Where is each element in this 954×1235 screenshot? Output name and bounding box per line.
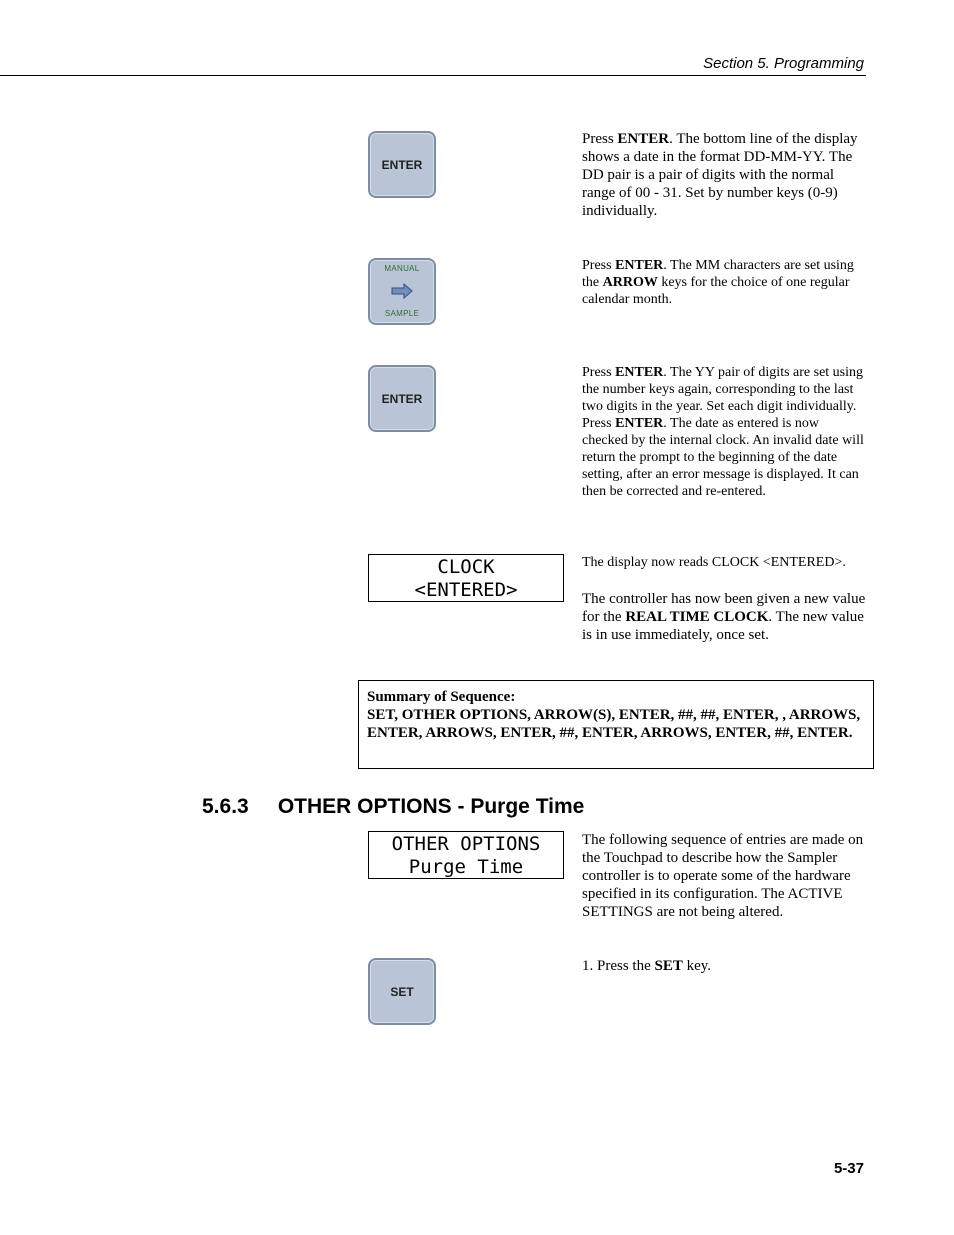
step-1-description: Press ENTER. The bottom line of the display shows a date in the format DD-MM-YY. The DD pair is a pair of digits with the normal range of 00 - 31. Set by number keys (0-9) individually. xyxy=(582,131,858,219)
clock-entered-display xyxy=(368,554,564,602)
display-line-2: <ENTERED> xyxy=(414,579,518,601)
display-line-1: CLOCK xyxy=(437,556,495,578)
display-line-1: OTHER OPTIONS xyxy=(391,833,541,855)
sample-label: SAMPLE xyxy=(384,309,420,318)
set-key-label: SET xyxy=(390,984,414,999)
section-heading xyxy=(202,795,584,819)
manual-label: MANUAL xyxy=(384,264,420,273)
enter-key xyxy=(368,131,436,198)
header-divider xyxy=(0,75,866,76)
summary-of-sequence-box xyxy=(358,680,874,769)
step-3-description: Press ENTER. The YY pair of digits are set using the number keys again, corresponding to the last two digits in the year. Set each digit individually. Press ENTER. The date as entered is now checked by the internal clock. An invalid date will return the prompt to the beginning of the date setting, after an error message is displayed. It can then be corrected and re-entered. xyxy=(582,365,864,499)
section-header: Section 5. Programming xyxy=(703,55,864,72)
enter-key xyxy=(368,365,436,432)
other-options-display xyxy=(368,831,564,879)
right-arrow-icon xyxy=(390,283,414,299)
display-line-2: Purge Time xyxy=(408,856,524,878)
other-options-description: The following sequence of entries are made on the Touchpad to describe how the Sampler controller is to operate some of the hardware specified in its configuration. The ACTIVE SETTINGS are not being altered. xyxy=(582,832,864,920)
step-2-description: Press ENTER. The MM characters are set using the ARROW keys for the choice of one regular calendar month. xyxy=(582,258,854,307)
summary-sequence: SET, OTHER OPTIONS, ARROW(S), ENTER, ##, ##, ENTER, , ARROWS, ENTER, ARROWS, ENTER, ##, ENTER, ARROWS, ENTER, ##, ENTER. xyxy=(367,707,861,741)
section-title: OTHER OPTIONS - Purge Time xyxy=(277,795,585,818)
page-number: 5-37 xyxy=(833,1160,864,1177)
manual-sample-arrow-key xyxy=(368,258,436,325)
set-key xyxy=(368,958,436,1025)
summary-title: Summary of Sequence: xyxy=(367,689,516,705)
step-4-description: The display now reads CLOCK <ENTERED>. The controller has now been given a new value for the REAL TIME CLOCK. The new value is in use immediately, once set. xyxy=(582,555,866,643)
set-step-description: 1. Press the SET key. xyxy=(582,958,712,974)
enter-key-label: ENTER xyxy=(381,157,423,172)
enter-key-label: ENTER xyxy=(381,391,423,406)
section-number: 5.6.3 xyxy=(202,795,249,818)
